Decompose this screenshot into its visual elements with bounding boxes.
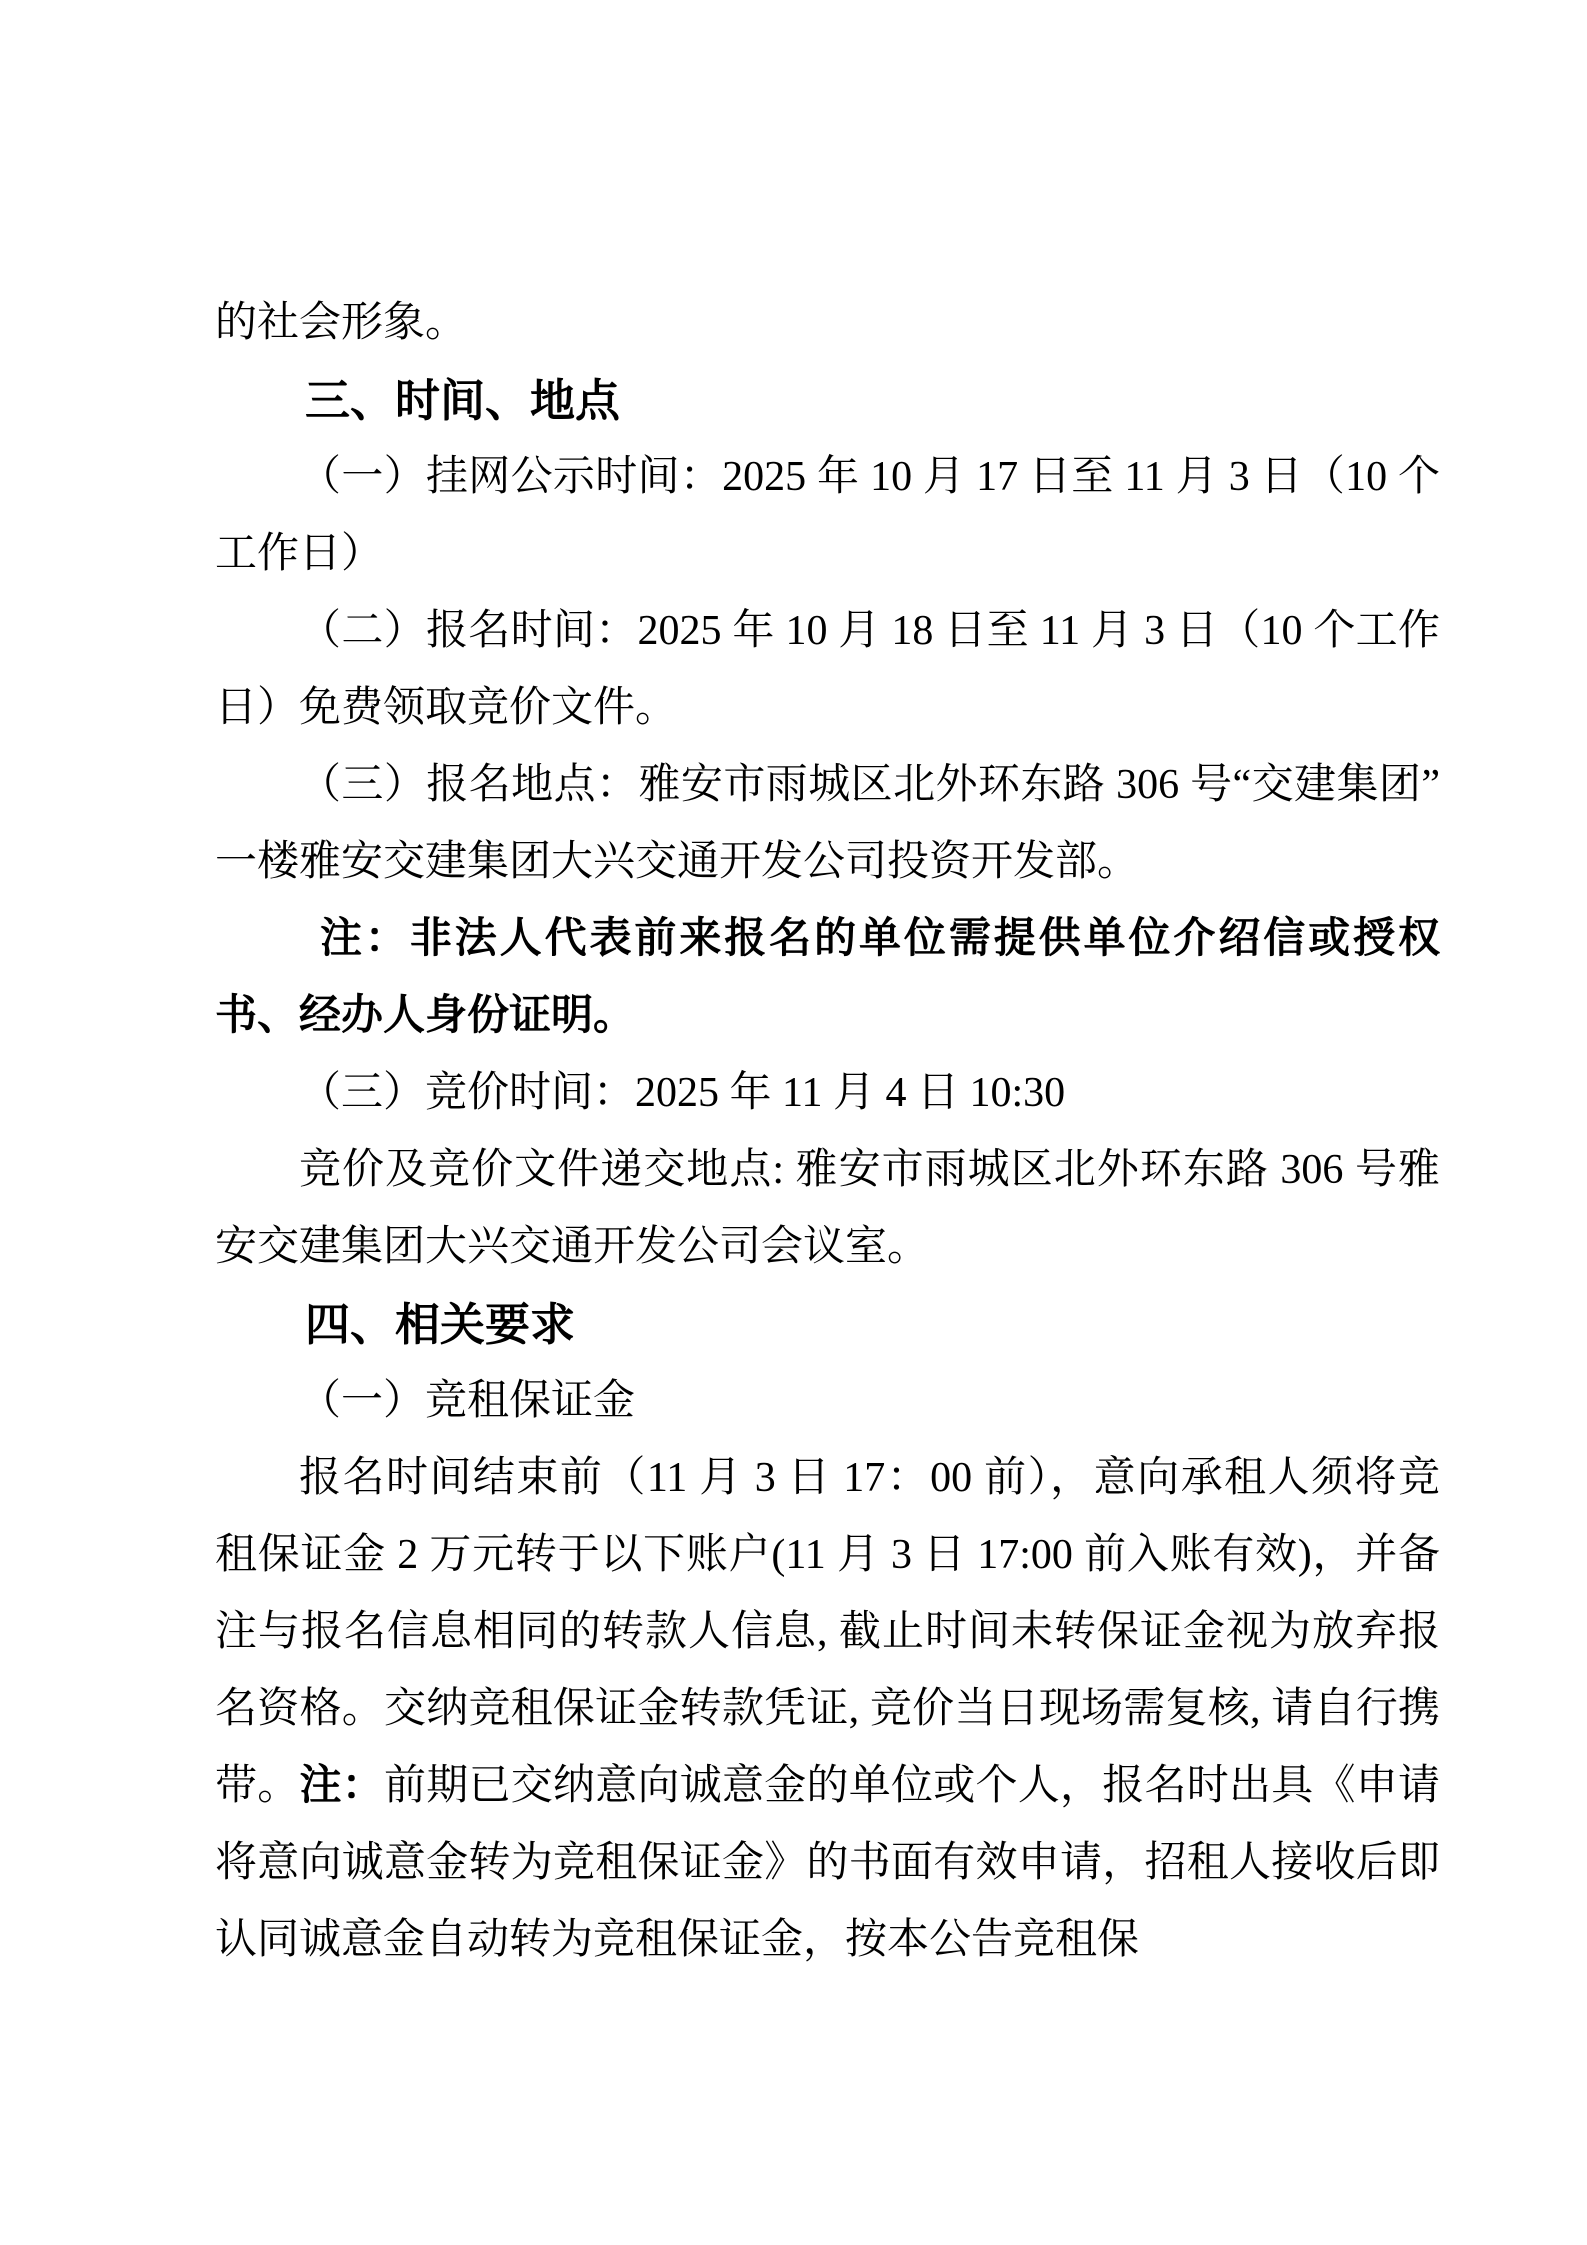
section3-item2-registration-time: （二）报名时间：2025 年 10 月 18 日至 11 月 3 日（10 个工作日）免费领取竞价文件。	[215, 608, 1440, 731]
section4-heading-requirements: 四、相关要求	[305, 1299, 576, 1350]
section3-item5-bidding-place: 竞价及竞价文件递交地点: 雅安市雨城区北外环东路 306 号雅安交建集团大兴交通开发公司会议室。	[215, 1147, 1440, 1270]
deposit-text-continuation: 前期已交纳意向诚意金的单位或个人，报名时出具《申请将意向诚意金转为竞租保证金》的书面有效申请，招租人接收后即认同诚意金自动转为竞租保证金，按本公告竞租保	[215, 1763, 1440, 1963]
deposit-note-label: 注：	[299, 1763, 384, 1809]
paragraph-closing-social-image: 的社会形象。	[215, 300, 468, 346]
section3-heading-time-place: 三、时间、地点	[305, 375, 621, 426]
deposit-text-main: 报名时间结束前（11 月 3 日 17：00 前），意向承租人须将竞租保证金 2 万元转于以下账户(11 月 3 日 17:00 前入账有效)，并备注与报名信息相同的转款人信息, 截止时间未转保证金视为放弃报名资格。交纳竞租保证金转款凭证, 竞价当日现场需复核, 请自行携带。	[215, 1455, 1440, 1809]
section3-item4-bidding-time: （三）竞价时间：2025 年 11 月 4 日 10:30	[299, 1070, 1066, 1116]
section4-deposit-paragraph	[215, 1440, 1440, 1979]
section3-note-authorization: 注：非法人代表前来报名的单位需提供单位介绍信或授权书、经办人身份证明。	[215, 916, 1440, 1039]
section3-item3-registration-place: （三）报名地点：雅安市雨城区北外环东路 306 号“交建集团”一楼雅安交建集团大兴交通开发公司投资开发部。	[215, 762, 1440, 885]
section4-item1-deposit-title: （一）竞租保证金	[299, 1378, 636, 1424]
section3-item1-publicity-time: （一）挂网公示时间：2025 年 10 月 17 日至 11 月 3 日（10 个工作日）	[215, 454, 1440, 577]
